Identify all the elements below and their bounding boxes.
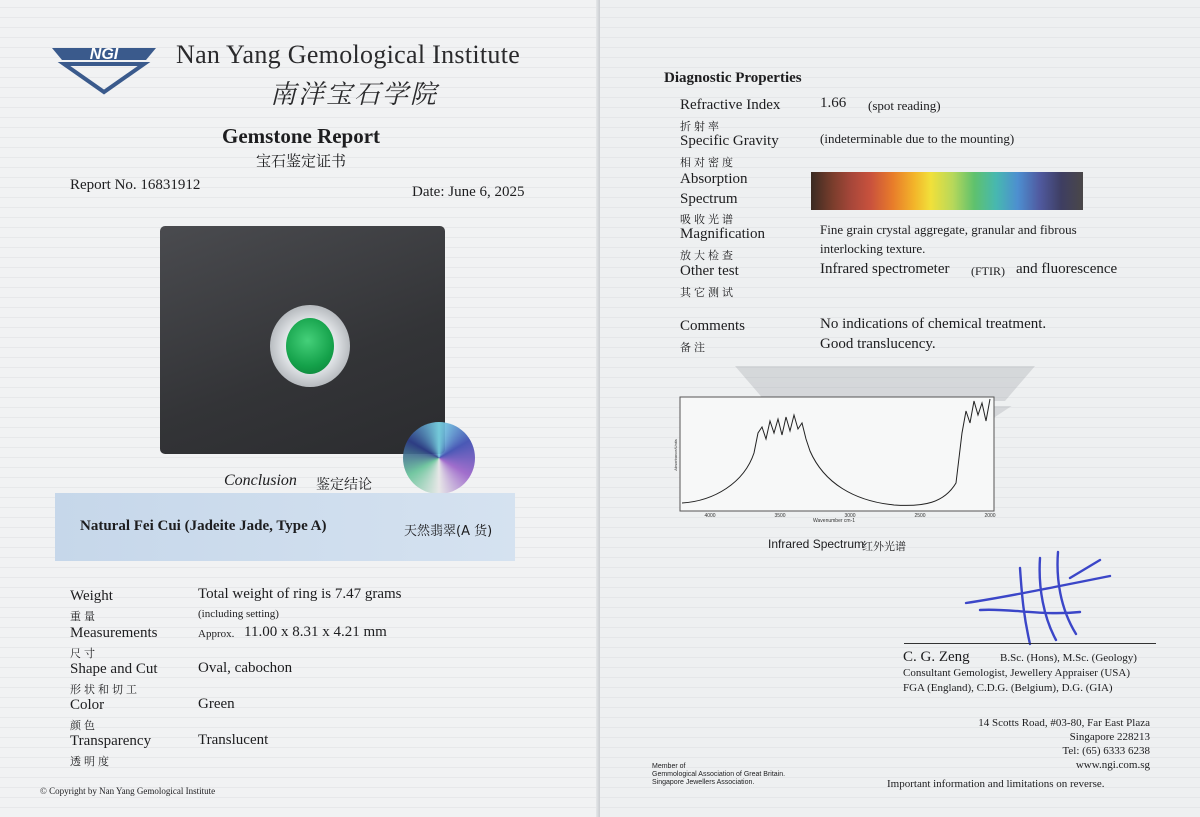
ir-x-tick-label: 3000	[844, 513, 856, 519]
conclusion-result-cn: 天然翡翠(A 货)	[404, 524, 493, 539]
sg-label: Specific Gravity	[680, 133, 779, 149]
other-value-2: (FTIR)	[971, 264, 1005, 278]
abs-label-1: Absorption	[680, 171, 748, 187]
absorption-spectrum-bar	[811, 172, 1083, 210]
weight-value: Total weight of ring is 7.47 grams	[198, 586, 402, 602]
signatory-title-1: Consultant Gemologist, Jewellery Appraiser (USA)	[903, 667, 1130, 679]
signatory-title-2: FGA (England), C.D.G. (Belgium), D.G. (GIA)	[903, 682, 1113, 694]
conclusion-label: Conclusion	[224, 472, 297, 489]
transparency-value: Translucent	[198, 732, 269, 748]
signatory-degrees: B.Sc. (Hons), M.Sc. (Geology)	[1000, 652, 1137, 664]
ri-note: (spot reading)	[868, 98, 941, 113]
report-title: Gemstone Report	[222, 124, 381, 148]
measurements-prefix: Approx.	[198, 628, 235, 640]
comments-label: Comments	[680, 318, 746, 334]
institute-name: Nan Yang Gemological Institute	[176, 40, 521, 69]
address-website[interactable]: www.ngi.com.sg	[1075, 759, 1150, 771]
important-notice: Important information and limitations on reverse.	[887, 778, 1105, 790]
mag-value-2: interlocking texture.	[820, 241, 926, 256]
handwritten-signature-icon	[960, 548, 1120, 648]
mag-label-cn: 放大检查	[680, 249, 736, 262]
ir-y-label: Absorbance/Units	[673, 439, 678, 471]
infrared-spectrum-chart	[674, 393, 996, 527]
ir-x-label: Wavenumber cm-1	[812, 518, 856, 524]
ri-label: Refractive Index	[680, 97, 781, 113]
address-phone: Tel: (65) 6333 6238	[1062, 745, 1150, 757]
comments-label-cn: 备注	[680, 341, 708, 354]
address-line-2: Singapore 228213	[1069, 731, 1150, 743]
color-value: Green	[198, 696, 235, 712]
measurements-value: 11.00 x 8.31 x 4.21 mm	[244, 624, 387, 640]
mag-value-1: Fine grain crystal aggregate, granular and fibrous	[820, 222, 1077, 237]
shape-label-cn: 形状和切工	[70, 683, 140, 696]
conclusion-result: Natural Fei Cui (Jadeite Jade, Type A)	[80, 518, 327, 534]
report-title-cn: 宝石鉴定证书	[256, 152, 347, 170]
shape-value: Oval, cabochon	[198, 660, 293, 676]
membership-note	[652, 763, 785, 787]
conclusion-label-cn: 鉴定结论	[316, 477, 372, 493]
weight-note: (including setting)	[198, 608, 279, 620]
mag-label: Magnification	[680, 226, 765, 242]
ri-value: 1.66	[820, 95, 847, 111]
diagnostic-heading: Diagnostic Properties	[664, 70, 802, 86]
membership-line-3: Singapore Jewellers Association.	[652, 779, 755, 786]
ir-caption-cn: 红外光谱	[862, 540, 906, 553]
weight-label-cn: 重量	[70, 610, 98, 623]
sg-label-cn: 相对密度	[680, 156, 736, 169]
copyright-notice: © Copyright by Nan Yang Gemological Institute	[40, 786, 216, 796]
membership-line-1: Member of	[652, 763, 686, 770]
color-label-cn: 颜色	[70, 719, 98, 732]
shape-label: Shape and Cut	[70, 661, 158, 677]
signatory-name: C. G. Zeng	[903, 649, 970, 665]
ir-x-tick-label: 4000	[704, 513, 716, 519]
abs-label-2: Spectrum	[680, 191, 738, 207]
other-value-1: Infrared spectrometer	[820, 261, 950, 277]
color-label: Color	[70, 697, 105, 713]
jadeite-cabochon-image	[286, 318, 334, 374]
ngi-logo-icon	[50, 42, 158, 94]
ir-caption: Infrared Spectrum	[768, 537, 865, 551]
other-label-cn: 其它测试	[680, 286, 736, 299]
transparency-label: Transparency	[70, 733, 152, 749]
ir-x-tick-label: 3500	[774, 513, 786, 519]
ir-x-tick-label: 2000	[984, 513, 996, 519]
comments-value-2: Good translucency.	[820, 336, 936, 352]
report-date: Date: June 6, 2025	[412, 184, 525, 200]
transparency-label-cn: 透明度	[70, 755, 112, 768]
sg-value: (indeterminable due to the mounting)	[820, 131, 1015, 146]
comments-value-1: No indications of chemical treatment.	[820, 316, 1047, 332]
hologram-seal-icon	[403, 422, 475, 494]
institute-name-cn: 南洋宝石学院	[270, 80, 439, 110]
weight-label: Weight	[70, 588, 113, 604]
svg-text:NGI: NGI	[89, 46, 119, 63]
abs-label-cn: 吸收光谱	[680, 213, 736, 226]
report-number: Report No. 16831912	[70, 177, 201, 193]
ir-x-tick-label: 2500	[914, 513, 926, 519]
measurements-label-cn: 尺寸	[70, 647, 98, 660]
address-line-1: 14 Scotts Road, #03-80, Far East Plaza	[978, 717, 1150, 729]
signature-line	[904, 643, 1156, 644]
other-label: Other test	[680, 263, 739, 279]
other-value-3: and fluorescence	[1016, 261, 1118, 277]
ri-label-cn: 折射率	[680, 120, 722, 133]
measurements-label: Measurements	[70, 625, 158, 641]
membership-line-2: Gemmological Association of Great Britain.	[652, 771, 786, 778]
